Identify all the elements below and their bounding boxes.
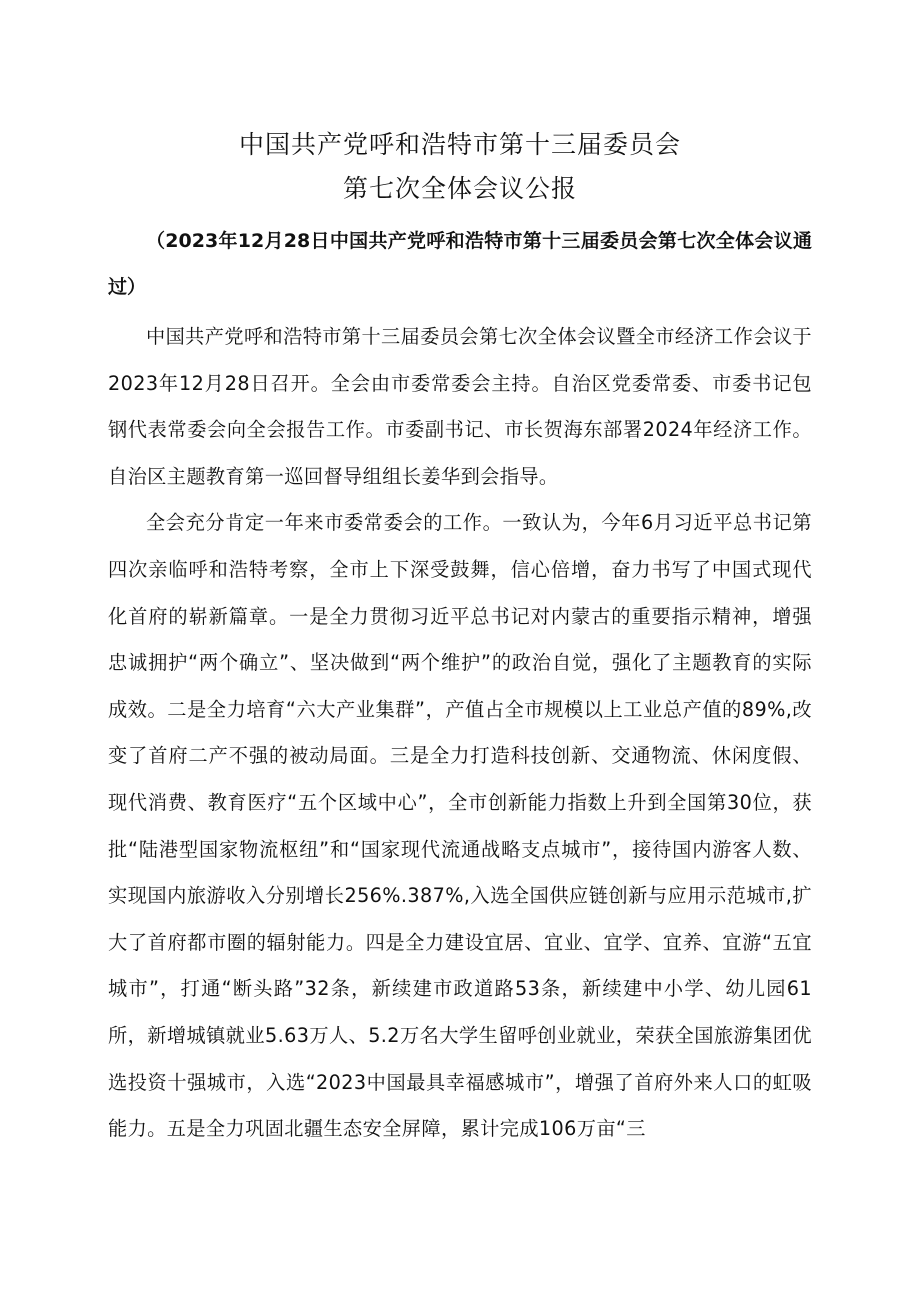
document-title-line2: 第七次全体会议公报 [342,174,577,203]
paragraph-1: 中国共产党呼和浩特市第十三届委员会第七次全体会议暨全市经济工作会议于2023年12月28日召开。全会由市委常委会主持。自治区党委常委、市委书记包钢代表常委会向全会报告工作。市委副书记、市长贺海东部署2024年经济工作。自治区主题教育第一巡回督导组组长姜华到会指导。 [108,325,812,488]
document-subtitle: （2023年12月28日中国共产党呼和浩特市第十三届委员会第七次全体会议通过） [108,230,812,298]
paragraph-2: 全会充分肯定一年来市委常委会的工作。一致认为，今年6月习近平总书记第四次亲临呼和浩特考察，全市上下深受鼓舞，信心倍增，奋力书写了中国式现代化首府的崭新篇章。一是全力贯彻习近平总书记对内蒙古的重要指示精神，增强忠诚拥护“两个确立”、坚决做到“两个维护”的政治自觉，强化了主题教育的实际成效。二是全力培育“六大产业集群”，产值占全市规模以上工业总产值的89%,改变了首府二产不强的被动局面。三是全力打造科技创新、交通物流、休闲度假、现代消费、教育医疗“五个区域中心”，全市创新能力指数上升到全国第30位，获批“陆港型国家物流枢纽”和“国家现代流通战略支点城市”，接待国内游客人数、实现国内旅游收入分别增长256%.387%,入选全国供应链创新与应用示范城市,扩大了首府都市圈的辐射能力。四是全力建设宜居、宜业、宜学、宜养、宜游“五宜城市”，打通“断头路”32条，新续建市政道路53条，新续建中小学、幼儿园61所，新增城镇就业5.63万人、5.2万名大学生留呼创业就业，荣获全国旅游集团优选投资十强城市，入选“2023中国最具幸福感城市”，增强了首府外来人口的虹吸能力。五是全力巩固北疆生态安全屏障，累计完成106万亩“三 [108,511,812,1141]
document-title-line1: 中国共产党呼和浩特市第十三届委员会 [238,130,681,159]
